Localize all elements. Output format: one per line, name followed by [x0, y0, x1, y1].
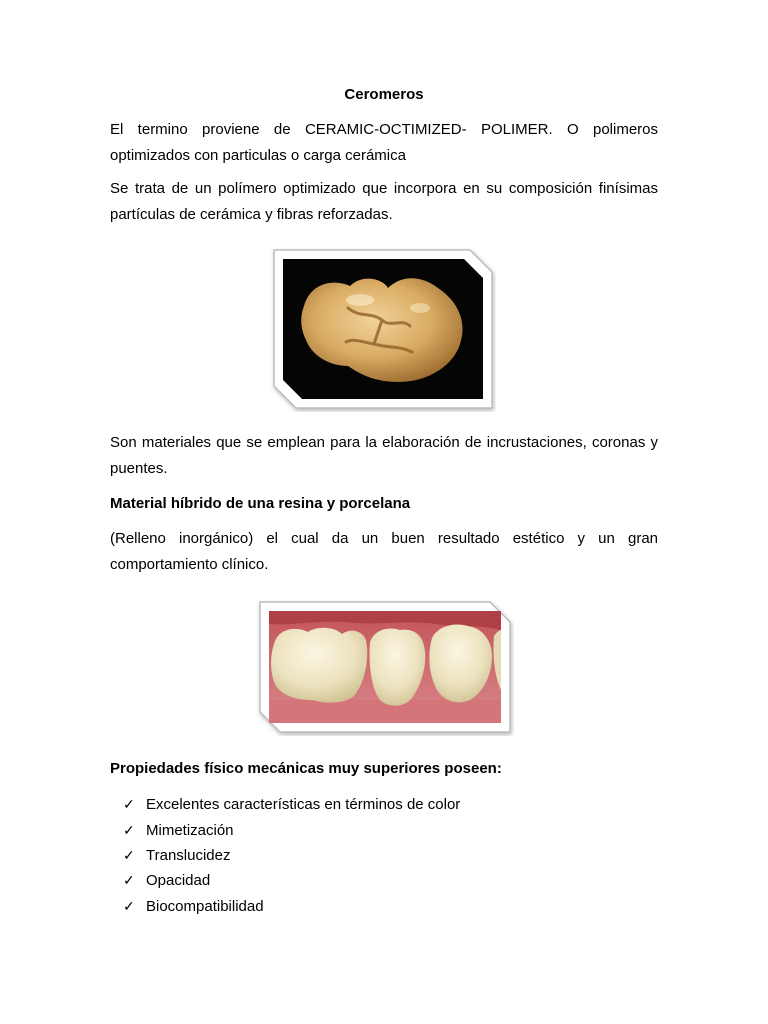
list-item-label: Mimetización: [146, 821, 234, 839]
checkmark-icon: ✓: [123, 821, 135, 838]
list-item-label: Opacidad: [146, 872, 211, 890]
properties-list: [123, 792, 460, 919]
list-item: [123, 868, 460, 893]
list-item: [123, 792, 460, 817]
list-item: [123, 817, 460, 842]
checkmark-icon: ✓: [123, 872, 135, 889]
crown-photo: [270, 248, 496, 412]
list-item-label: Biocompatibilidad: [146, 897, 264, 915]
list-item-label: Excelentes características en términos de color: [146, 796, 461, 814]
list-item: [123, 843, 460, 868]
page-title: Ceromeros: [344, 86, 424, 103]
list-item: [123, 894, 460, 919]
description-paragraph: Se trata de un polímero optimizado que incorpora en su composición finísimas partículas de cerámica y fibras reforzadas.: [110, 180, 658, 223]
list-item-label: Translucidez: [146, 846, 231, 864]
filler-paragraph: (Relleno inorgánico) el cual da un buen resultado estético y un gran comportamiento clínico.: [110, 530, 658, 573]
intro-paragraph: El termino proviene de CERAMIC-OCTIMIZED- POLIMER. O polimeros optimizados con particulas o carga cerámica: [110, 121, 658, 164]
checkmark-icon: ✓: [123, 796, 135, 813]
bridge-photo: [256, 600, 514, 736]
uses-paragraph: Son materiales que se emplean para la elaboración de incrustaciones, coronas y puentes.: [110, 434, 658, 477]
checkmark-icon: ✓: [123, 846, 135, 863]
checkmark-icon: ✓: [123, 897, 135, 914]
hybrid-heading: Material híbrido de una resina y porcelana: [110, 495, 411, 512]
properties-heading: Propiedades físico mecánicas muy superiores poseen:: [110, 760, 502, 777]
